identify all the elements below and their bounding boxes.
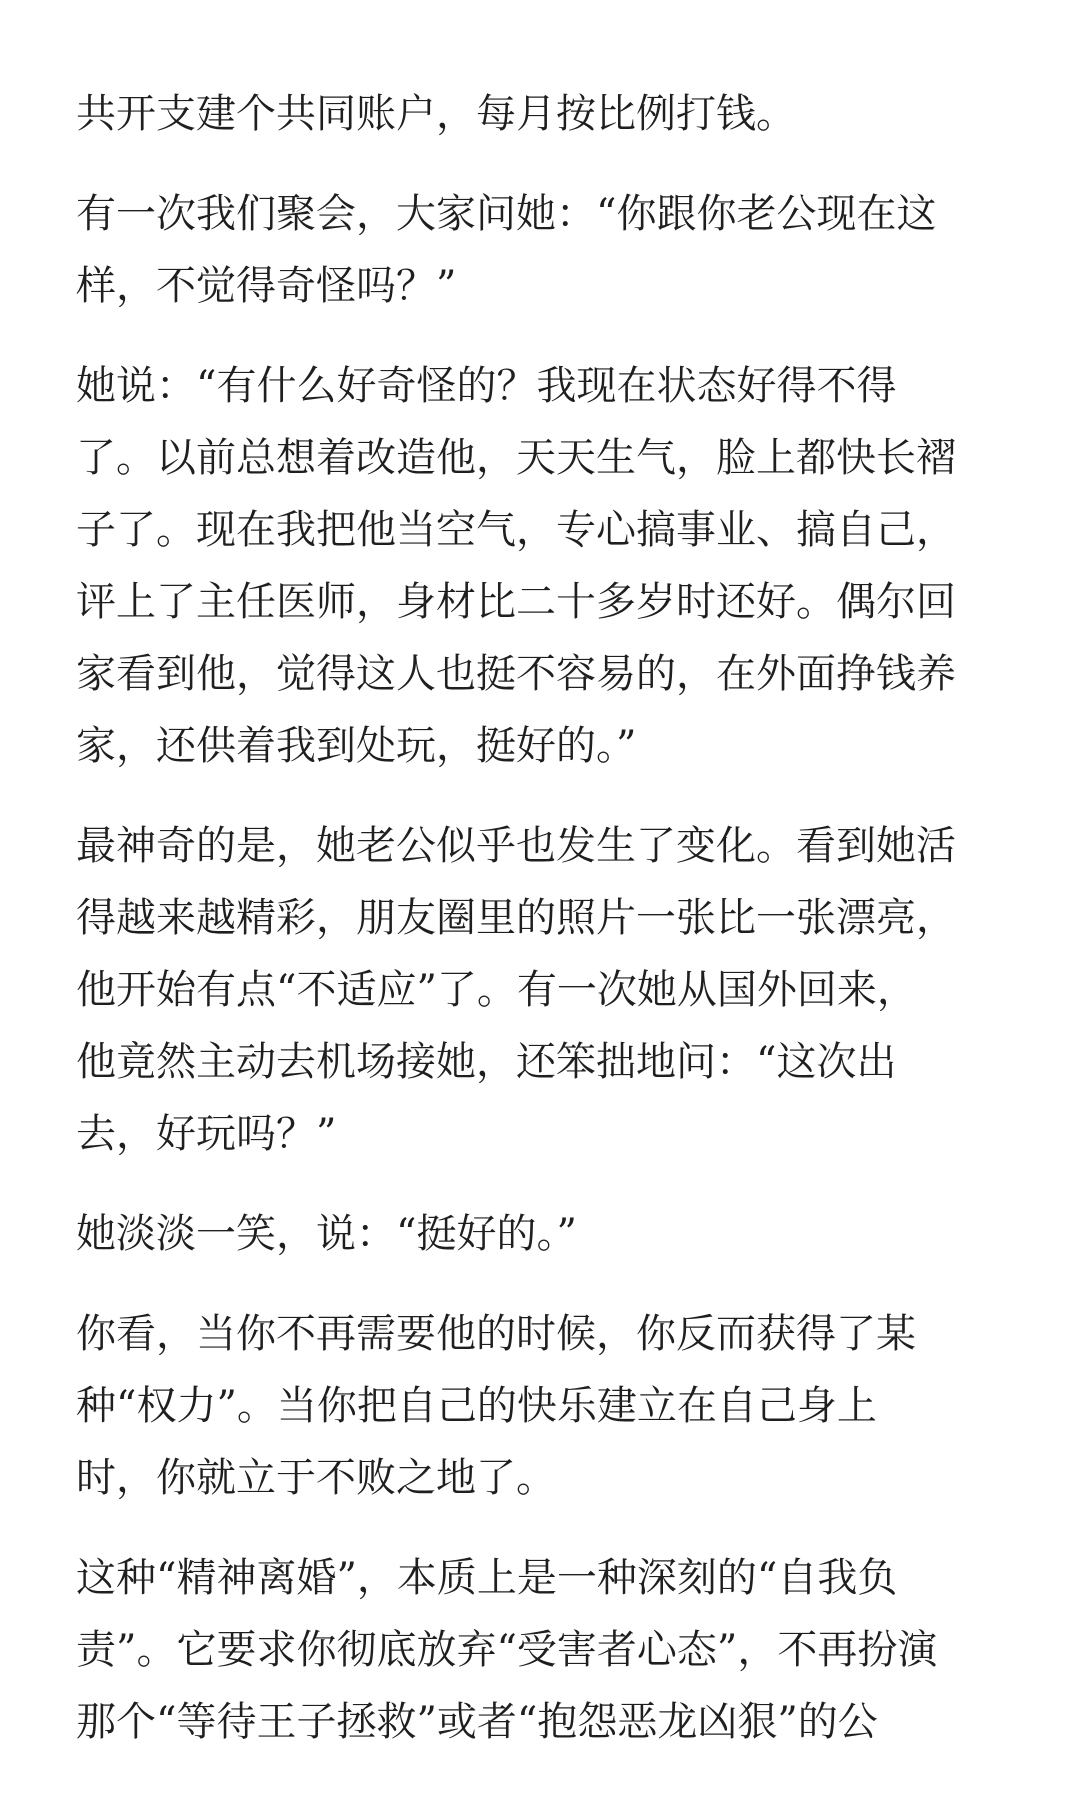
text-line: 他开始有点“不适应”了。有一次她从国外回来， (76, 967, 917, 1013)
text-line: 最神奇的是，她老公似乎也发生了变化。看到她活 (76, 823, 956, 869)
text-line: 责”。它要求你彻底放弃“受害者心态”，不再扮演 (76, 1627, 938, 1673)
text-line: 她说：“有什么好奇怪的？我现在状态好得不得 (76, 363, 897, 409)
text-line: 共开支建个共同账户，每月按比例打钱。 (76, 91, 796, 137)
text-line: 去，好玩吗？” (76, 1111, 337, 1157)
text-line: 他竟然主动去机场接她，还笨拙地问：“这次出 (76, 1039, 897, 1085)
text-line: 评上了主任医师，身材比二十多岁时还好。偶尔回 (76, 579, 956, 625)
paragraph-3 (76, 350, 1006, 782)
text-line: 有一次我们聚会，大家问她：“你跟你老公现在这 (76, 191, 937, 237)
paragraph-6 (76, 1298, 1006, 1514)
text-line: 你看，当你不再需要他的时候，你反而获得了某 (76, 1311, 916, 1357)
text-line: 了。以前总想着改造他，天天生气，脸上都快长褶 (76, 435, 956, 481)
paragraph-7 (76, 1542, 1006, 1758)
paragraph-5 (76, 1198, 1006, 1270)
text-line: 时，你就立于不败之地了。 (76, 1455, 556, 1501)
text-line: 那个“等待王子拯救”或者“抱怨恶龙凶狠”的公 (76, 1699, 878, 1745)
paragraph-4 (76, 810, 1006, 1170)
text-line: 家看到他，觉得这人也挺不容易的，在外面挣钱养 (76, 651, 956, 697)
text-line: 这种“精神离婚”，本质上是一种深刻的“自我负 (76, 1555, 898, 1601)
text-line: 样，不觉得奇怪吗？” (76, 263, 457, 309)
text-line: 种“权力”。当你把自己的快乐建立在自己身上 (76, 1383, 877, 1429)
text-line: 得越来越精彩，朋友圈里的照片一张比一张漂亮， (76, 895, 956, 941)
paragraph-1 (76, 78, 1006, 150)
text-line: 子了。现在我把他当空气，专心搞事业、搞自己， (76, 507, 956, 553)
article-body (76, 78, 1006, 1786)
text-line: 她淡淡一笑，说：“挺好的。” (76, 1211, 577, 1257)
text-line: 家，还供着我到处玩，挺好的。” (76, 723, 637, 769)
paragraph-2 (76, 178, 1006, 322)
